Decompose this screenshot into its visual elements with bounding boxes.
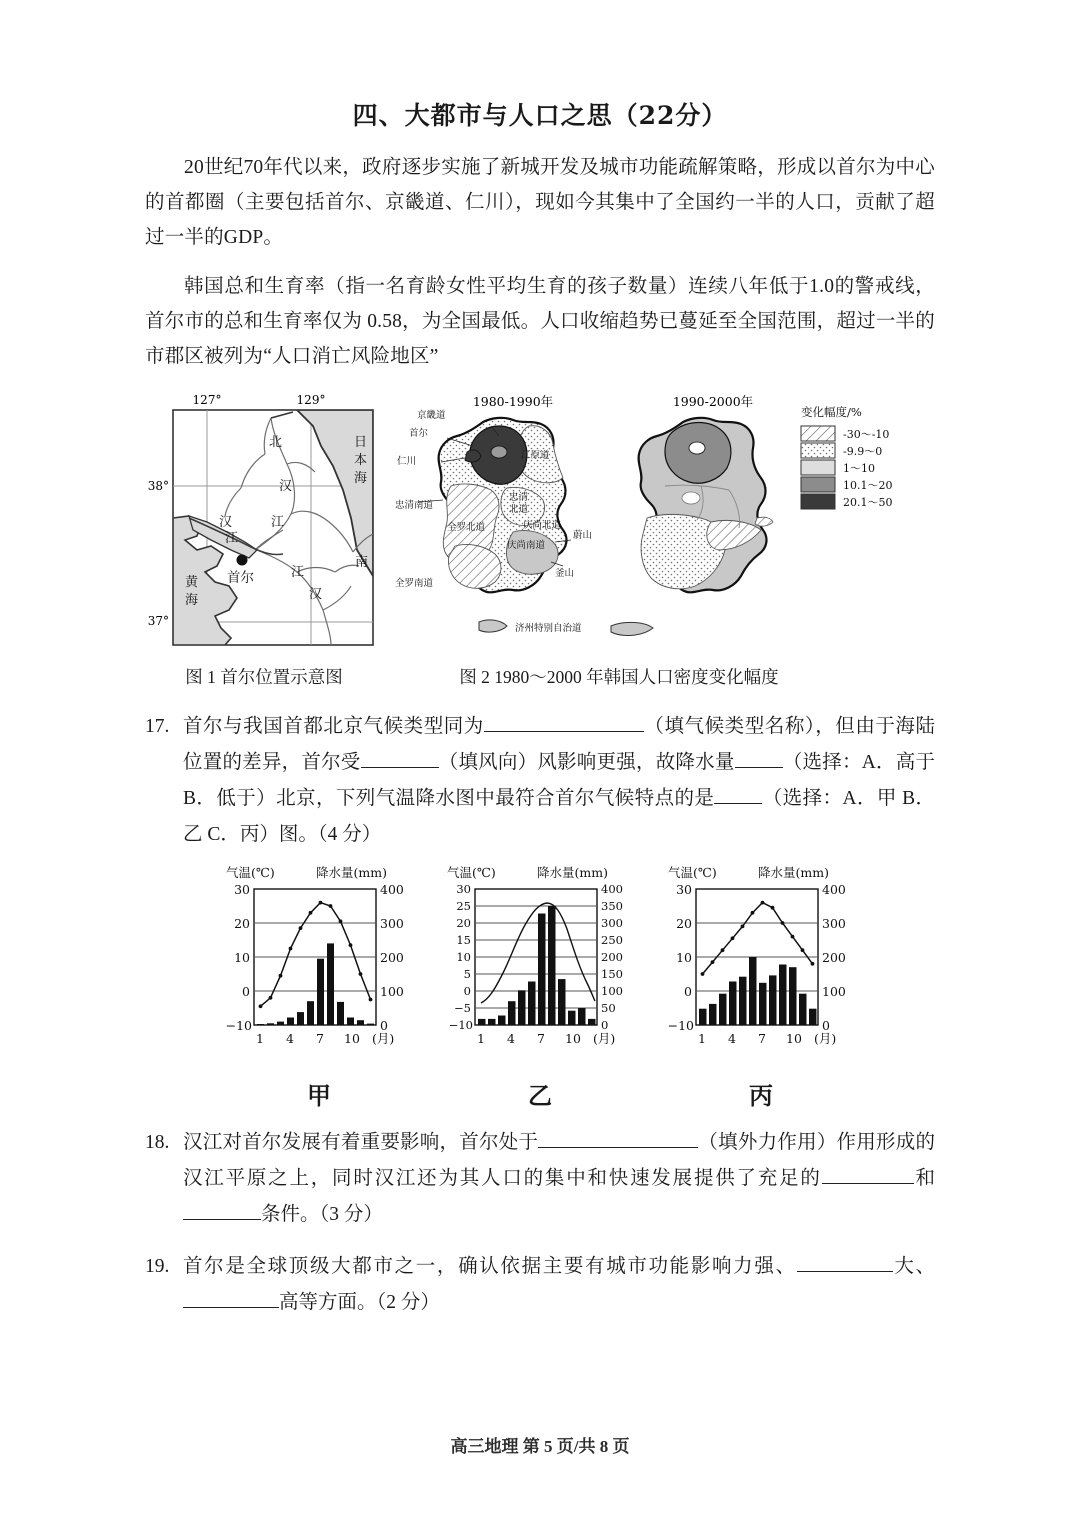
svg-text:100: 100 — [821, 984, 846, 999]
fig1-label-jiang1: 江 — [271, 515, 285, 530]
chart-bing-temp-line — [702, 903, 812, 974]
svg-text:7: 7 — [757, 1031, 766, 1046]
fig2-map-b — [611, 418, 773, 636]
fig2a-label-jeonnam: 全罗南道 — [395, 578, 434, 589]
svg-text:0: 0 — [600, 1018, 608, 1032]
legend-swatch-mid — [801, 477, 835, 492]
question-17 — [145, 709, 935, 853]
fig1-svg — [145, 390, 383, 658]
chart-jia-temp-points — [258, 901, 372, 1009]
fig2a-label-gyeonggi: 京畿道 — [417, 410, 446, 421]
question-17-text-e: （选择：A．甲 B．乙 C．丙）图。（4 分） — [183, 788, 936, 845]
page-footer: 高三地理 第 5 页/共 8 页 — [450, 1437, 630, 1456]
fig2a-incheon-area — [465, 450, 481, 462]
passage-paragraph-1: 20世纪70年代以来，政府逐步实施了新城开发及城市功能疏解策略，形成以首尔为中心的首都圈（主要包括首尔、京畿道、仁川），现如今其集中了全国约一半的人口，贡献了超过一半的GDP。 — [145, 157, 935, 248]
chart-bing-ylabel: 气温(℃) — [667, 865, 717, 880]
fig2a-jeju-island — [479, 620, 507, 632]
svg-text:10: 10 — [675, 950, 692, 965]
fig2-map-a — [395, 409, 592, 634]
question-17-text-d: （选择：A．高于 B．低于）北京，下列气温降水图中最符合首尔气候特点的是 — [183, 752, 935, 809]
legend-title: 变化幅度/% — [801, 405, 862, 419]
fig2a-label-chungnam-1: 忠清南道 — [395, 500, 434, 511]
chart-bing-xlabel: (月) — [813, 1031, 836, 1046]
legend-label-3: 10.1～20 — [843, 479, 893, 492]
fig2-svg — [395, 390, 935, 658]
fig2b-seoul-area — [689, 442, 705, 454]
svg-text:150: 150 — [600, 967, 623, 981]
fig1-lat-label-38: 38° — [147, 479, 169, 493]
fig2a-label-gyeongnam: 庆尚南道 — [507, 540, 546, 551]
chart-yi-svg — [433, 863, 648, 1078]
climate-chart-yi — [433, 863, 648, 1111]
question-17-blank-3[interactable] — [735, 767, 783, 768]
svg-text:10: 10 — [343, 1031, 360, 1046]
chart-bing-y2label: 降水量(mm) — [757, 865, 829, 880]
svg-text:海: 海 — [185, 593, 199, 608]
fig2a-label-ulsan: 蔚山 — [573, 530, 593, 541]
svg-text:200: 200 — [600, 950, 623, 964]
svg-text:1: 1 — [697, 1031, 706, 1046]
fig2a-label-gyeongbuk: 庆尚北道 — [523, 520, 562, 531]
question-19-blank-1[interactable] — [797, 1271, 893, 1272]
fig1-label-han2: 汉 — [219, 515, 233, 530]
legend-swatch-dark — [801, 494, 835, 509]
question-19-number: 19. — [145, 1256, 170, 1277]
chart-jia-y2ticks — [380, 882, 404, 1033]
fig1-label-nan: 南 — [355, 555, 369, 570]
svg-text:200: 200 — [821, 950, 846, 965]
svg-text:200: 200 — [379, 950, 404, 965]
chart-bing-y2ticks — [822, 882, 846, 1033]
svg-text:10: 10 — [233, 950, 250, 965]
fig2a-label-seoul: 首尔 — [409, 428, 429, 439]
legend-swatch-light — [801, 460, 835, 475]
question-19-text-a: 首尔是全球顶级大都市之一，确认依据主要有城市功能影响力强、 — [183, 1256, 797, 1277]
chart-jia-yticks — [225, 882, 251, 1033]
svg-text:海: 海 — [354, 471, 368, 486]
svg-text:400: 400 — [821, 882, 846, 897]
fig2a-jeju-label: 济州特别自治道 — [515, 623, 582, 634]
question-18-text-d: 条件。（3 分） — [261, 1204, 383, 1225]
fig2b-hatched-small — [755, 517, 773, 526]
chart-yi-xticks — [477, 1031, 581, 1046]
svg-text:300: 300 — [600, 916, 623, 930]
svg-text:10: 10 — [564, 1031, 581, 1046]
climate-charts-row — [145, 863, 935, 1111]
chart-yi-y2label: 降水量(mm) — [536, 865, 608, 880]
svg-text:1: 1 — [476, 1031, 485, 1046]
question-18 — [145, 1125, 935, 1233]
chart-yi-xlabel: (月) — [592, 1031, 615, 1046]
question-18-text-b: （填外力作用）作用形成的汉江平原之上，同时汉江还为其人口的集中和快速发展提供了充足的 — [183, 1132, 935, 1189]
legend-label-2: 1～10 — [843, 462, 875, 475]
svg-text:100: 100 — [600, 984, 623, 998]
chart-yi-bars — [478, 906, 596, 1025]
question-17-text-a: 首尔与我国首都北京气候类型同为 — [183, 716, 484, 737]
svg-text:300: 300 — [821, 916, 846, 931]
figure-1-caption: 图 1 首尔位置示意图 — [185, 667, 343, 687]
fig1-lon-label-129: 129° — [296, 393, 326, 407]
svg-text:4: 4 — [727, 1031, 736, 1046]
figure-2-population-density-change — [383, 390, 935, 658]
svg-text:15: 15 — [455, 933, 471, 947]
fig1-lat-label-37: 37° — [147, 614, 169, 628]
svg-text:30: 30 — [233, 882, 250, 897]
chart-bing-svg — [654, 863, 869, 1078]
svg-text:350: 350 — [600, 899, 623, 913]
figure-1-seoul-location-map — [145, 390, 383, 658]
question-18-text-c: 和 — [913, 1168, 935, 1189]
fig1-sea-east-label — [354, 435, 367, 486]
legend-label-0: -30～-10 — [843, 428, 890, 441]
fig2a-seoul-area — [491, 446, 507, 458]
question-19-blank-2[interactable] — [183, 1307, 279, 1308]
legend-label-1: -9.9～0 — [843, 445, 883, 458]
fig2-map-b-title: 1990-2000年 — [672, 394, 754, 409]
chart-jia-name: 甲 — [307, 1081, 331, 1110]
svg-text:300: 300 — [379, 916, 404, 931]
chart-jia-xticks — [256, 1031, 360, 1046]
svg-text:5: 5 — [463, 967, 471, 981]
svg-text:0: 0 — [379, 1018, 388, 1033]
svg-text:30: 30 — [455, 882, 471, 896]
question-19 — [145, 1249, 935, 1321]
figures-row — [145, 390, 935, 658]
fig2-map-a-title: 1980-1990年 — [472, 394, 554, 409]
svg-text:250: 250 — [600, 933, 623, 947]
chart-bing-yticks — [667, 882, 693, 1033]
chart-yi-name: 乙 — [528, 1081, 552, 1110]
question-17-blank-2[interactable] — [361, 767, 439, 768]
fig2a-label-busan: 釜山 — [555, 568, 575, 579]
chart-yi-ylabel: 气温(℃) — [446, 865, 496, 880]
svg-text:黄: 黄 — [185, 575, 199, 590]
chart-jia-svg — [212, 863, 427, 1078]
svg-text:25: 25 — [455, 899, 471, 913]
svg-text:30: 30 — [675, 882, 692, 897]
svg-text:本: 本 — [354, 453, 368, 468]
svg-text:10: 10 — [455, 950, 471, 964]
fig1-lon-label-127: 127° — [192, 393, 222, 407]
svg-text:7: 7 — [536, 1031, 545, 1046]
svg-text:−10: −10 — [448, 1018, 473, 1032]
fig2a-label-chungbuk-2: 北道 — [509, 504, 529, 515]
svg-text:日: 日 — [354, 435, 368, 450]
svg-text:−5: −5 — [453, 1001, 471, 1015]
question-17-text-c: （填风向）风影响更强，故降水量 — [438, 752, 735, 773]
chart-jia-y2label: 降水量(mm) — [315, 865, 387, 880]
legend-swatch-dots — [801, 443, 835, 458]
passage-paragraph-2: 韩国总和生育率（指一名育龄女性平均生育的孩子数量）连续八年低于1.0的警戒线，首尔市的总和生育率仅为 0.58，为全国最低。人口收缩趋势已蔓延至全国范围，超过一半的市郡区被列为“人口消亡风险地区” — [145, 276, 935, 367]
chart-bing-xticks — [698, 1031, 802, 1046]
chart-bing-temp-points — [700, 901, 814, 976]
chart-jia-xlabel: (月) — [371, 1031, 394, 1046]
svg-text:20: 20 — [233, 916, 250, 931]
question-17-blank-4[interactable] — [714, 803, 762, 804]
climate-chart-jia — [212, 863, 427, 1111]
svg-text:400: 400 — [379, 882, 404, 897]
svg-text:0: 0 — [241, 984, 250, 999]
chart-yi-grid — [475, 906, 597, 1008]
fig1-label-bei: 北 — [269, 435, 283, 450]
legend-label-4: 20.1～50 — [843, 496, 893, 509]
question-19-text-b: 大、 — [892, 1256, 935, 1277]
fig2a-label-jeonbuk: 全罗北道 — [447, 522, 486, 533]
chart-yi-yticks — [448, 882, 472, 1032]
question-18-blank-3[interactable] — [183, 1219, 261, 1220]
fig2a-label-chungbuk-1: 忠清 — [509, 492, 529, 503]
fig1-label-jiang2: 江 — [225, 531, 239, 546]
chart-jia-bars — [257, 943, 374, 1025]
question-17-blank-1[interactable] — [484, 731, 644, 732]
svg-text:10: 10 — [785, 1031, 802, 1046]
chart-yi-y2ticks — [601, 882, 623, 1032]
page-title: 四、大都市与人口之思（22分） — [352, 101, 728, 130]
question-17-number: 17. — [145, 716, 170, 737]
svg-text:50: 50 — [600, 1001, 616, 1015]
svg-text:400: 400 — [600, 882, 623, 896]
legend-swatch-hatch — [801, 426, 835, 441]
question-18-number: 18. — [145, 1132, 170, 1153]
svg-text:4: 4 — [285, 1031, 294, 1046]
chart-bing-name: 丙 — [749, 1081, 773, 1110]
svg-text:0: 0 — [463, 984, 471, 998]
question-18-blank-1[interactable] — [538, 1147, 698, 1148]
svg-text:−10: −10 — [225, 1018, 252, 1033]
fig1-label-han3: 汉 — [309, 587, 323, 602]
svg-text:1: 1 — [255, 1031, 264, 1046]
fig2-legend — [801, 405, 893, 509]
svg-text:0: 0 — [821, 1018, 830, 1033]
question-19-text-c: 高等方面。（2 分） — [279, 1292, 440, 1313]
fig1-city-label-seoul: 首尔 — [227, 570, 254, 586]
svg-text:4: 4 — [506, 1031, 515, 1046]
question-18-blank-2[interactable] — [822, 1183, 914, 1184]
question-18-text-a: 汉江对首尔发展有着重要影响，首尔处于 — [183, 1132, 539, 1153]
svg-text:0: 0 — [683, 984, 692, 999]
fig1-label-jiang3: 江 — [291, 565, 305, 580]
chart-jia-ylabel: 气温(℃) — [225, 865, 275, 880]
fig1-label-han1: 汉 — [279, 479, 293, 494]
svg-text:20: 20 — [675, 916, 692, 931]
svg-text:−10: −10 — [667, 1018, 694, 1033]
svg-text:7: 7 — [315, 1031, 324, 1046]
fig2a-label-gangwon: 江原道 — [521, 450, 550, 461]
passage-block — [145, 150, 935, 374]
question-17-text-b: （填气候类型名称），但由于海陆位置的差异，首尔受 — [183, 716, 935, 773]
svg-text:100: 100 — [379, 984, 404, 999]
fig2a-label-incheon: 仁川 — [397, 456, 417, 467]
figure-captions-row — [145, 664, 935, 689]
fig2b-jeju-island — [611, 622, 653, 635]
fig2b-white-inset — [682, 492, 700, 504]
figure-2-caption: 图 2 1980～2000 年韩国人口密度变化幅度 — [459, 667, 779, 687]
svg-text:20: 20 — [455, 916, 471, 930]
fig1-seoul-dot — [237, 555, 248, 566]
climate-chart-bing — [654, 863, 869, 1111]
